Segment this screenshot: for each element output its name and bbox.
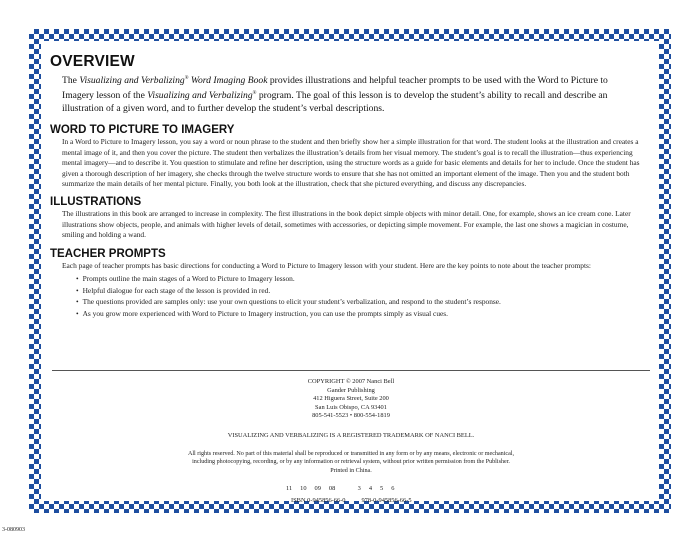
teacher-prompts-body: Each page of teacher prompts has basic directions for conducting a Word to Picture to Imagery lesson with your student. Here are the key points to note about the teacher prompts: [62, 260, 591, 270]
teacher-prompts-list [76, 273, 640, 319]
isbn-line: ISBN 0-945856-66-0 978-0-945856-66-5 [291, 497, 412, 504]
list-item: • The questions provided are samples only: use your own questions to elicit your student’s verbalization, and respond to the student’s response. [76, 296, 640, 308]
registered-mark: ® [184, 76, 189, 81]
program-name: Visualizing and Verbalizing [147, 90, 253, 102]
book-title-suffix: Word Imaging Book [188, 75, 268, 87]
illustrations-body: The illustrations in this book are arranged to increase in complexity. The first illustrations in the book depict simple objects with minor detail. One, for example, shows an ice cream cone. Later illustrations show objects, people, and animals with higher levels of detail, sometimes with accessories, or depicting simple movement. For example, the last one shows a magician in costume, smiling and holding a wand. [62, 209, 631, 240]
publisher-city: San Luis Obispo, CA 93401 [315, 403, 387, 411]
copyright-block [52, 378, 650, 421]
illustrations-heading: ILLUSTRATIONS [50, 196, 142, 209]
trademark-notice: VISUALIZING AND VERBALIZING IS A REGISTERED TRADEMARK OF NANCI BELL. [227, 432, 475, 439]
copyright-line: COPYRIGHT © 2007 Nanci Bell [307, 378, 395, 385]
publisher-phones: 805-541-5523 • 800-554-1819 [312, 412, 390, 420]
list-item: • Prompts outline the main stages of a Word to Picture to Imagery lesson. [76, 273, 640, 285]
rights-notice: All rights reserved. No part of this material shall be reproduced or transmitted in any form or by any means, electronic or mechanical, including photocopying, recording, or by any information or retrieval system, without prior written permission from the Publisher. Printed in China. [52, 450, 650, 475]
publisher-street: 412 Higuera Street, Suite 200 [313, 395, 389, 403]
word-picture-body: In a Word to Picture to Imagery lesson, you say a word or noun phrase to the student and then briefly show her a simple illustration for that word. The student looks at the illustration and creates a mental image of it, and then you cover the picture. The student then verbalizes the illustration’s details from her visual memory. The student’s goal is to recall the illustration—thus experiencing mental imagery—and to describe it. You question to stimulate and refine her description, using the structure words as a guide for basic elements and details for her to include. Once the student has given a thorough description of her imagery, she checks through the twelve structure words to ensure that she has not omitted an important element of the image. Then you and the student both summarize the main details of her mental picture. Finally, you both look at the illustration, check that she pictured everything, and discuss any discrepancies. [62, 137, 640, 188]
overview-intro: The Visualizing and Verbalizing® Word Imaging Book provides illustrations and helpful teacher prompts to be used with the Word to Picture to Imagery lesson of the Visualizing and Verbalizing® program. The goal of this lesson is to develop the student’s ability to recall and describe an illustration of a given word, and to further develop the student’s verbal descriptions. [62, 75, 608, 115]
list-item: • As you grow more experienced with Word to Picture to Imagery instruction, you can use the prompts simply as visual cues. [76, 308, 640, 320]
teacher-prompts-heading: TEACHER PROMPTS [50, 247, 166, 260]
printed-in: Printed in China. [330, 467, 372, 474]
overview-heading: OVERVIEW [50, 53, 135, 70]
registered-mark-2: ® [252, 91, 257, 97]
list-item: • Helpful dialogue for each stage of the lesson is provided in red. [76, 285, 640, 297]
publisher-name: Gander Publishing [327, 386, 375, 394]
book-title: Visualizing and Verbalizing [79, 75, 185, 87]
printing-numbers: 11 10 09 08 3 4 5 6 [286, 485, 395, 492]
main-content [50, 52, 640, 319]
word-picture-heading: WORD TO PICTURE TO IMAGERY [50, 124, 235, 137]
page-code: 3-080903 [2, 527, 25, 533]
divider [52, 370, 650, 371]
